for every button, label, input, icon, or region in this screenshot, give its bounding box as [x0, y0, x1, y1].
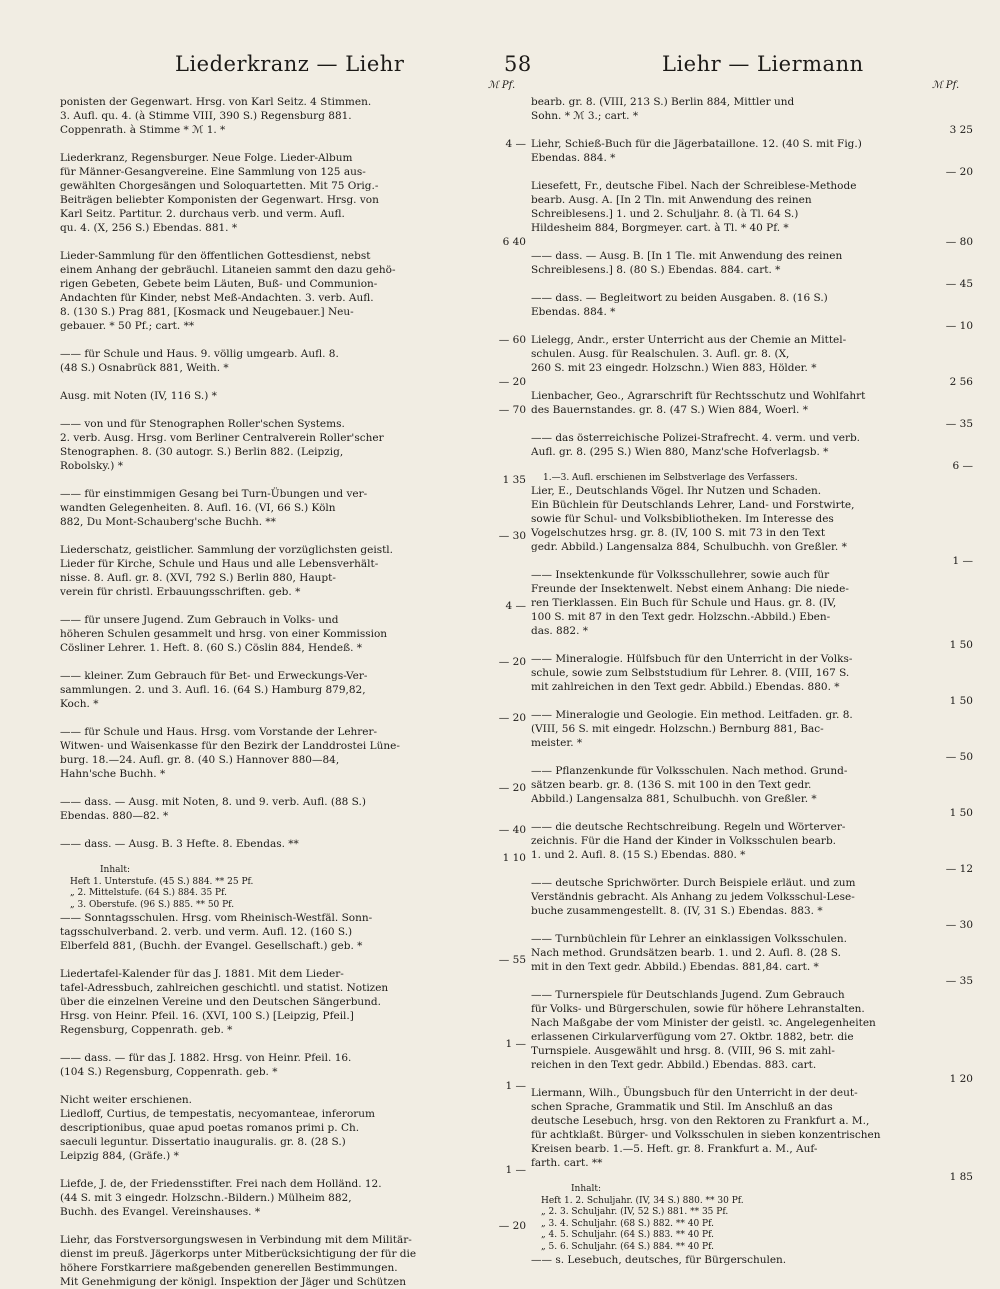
- bibliography-entry: [531, 137, 973, 179]
- entry-line: (44 S. mit 3 eingedr. Holzschn.-Bildern.) Mülheim 882,: [60, 1192, 352, 1204]
- bibliography-entry: [531, 568, 973, 652]
- entry-line: rigen Gebeten, Gebete beim Läuten, Buß- und Communion-: [60, 278, 378, 290]
- page-number: 58: [504, 52, 532, 76]
- contents-row: Heft 1. Unterstufe. (45 S.) 884. ** 25 Pf.: [70, 876, 254, 887]
- entry-line: 260 S. mit 23 eingedr. Holzschn.) Wien 883, Hölder. *: [531, 362, 817, 374]
- bibliography-entry: [60, 1051, 526, 1093]
- entry-line: ponisten der Gegenwart. Hrsg. von Karl Seitz. 4 Stimmen.: [60, 96, 372, 108]
- entry-line: Nach Maßgabe der vom Minister der geistl. ꝛc. Angelegenheiten: [531, 1017, 876, 1029]
- entry-price: — 35: [945, 975, 973, 987]
- bibliography-entry: [531, 249, 973, 291]
- entry-line: nisse. 8. Aufl. gr. 8. (XVI, 792 S.) Berlin 880, Haupt-: [60, 572, 336, 584]
- entry-line: (104 S.) Regensburg, Coppenrath. geb. *: [60, 1066, 278, 1078]
- bibliography-entry: [531, 333, 973, 389]
- entry-line: gedr. Abbild.) Langensalza 884, Schulbuchh. von Greßler. *: [531, 541, 847, 553]
- entry-line: Kreisen bearb. 1.—5. Heft. gr. 8. Frankfurt a. M., Auf-: [531, 1143, 818, 1155]
- currency-marker-left: ℳ Pf.: [488, 80, 516, 91]
- entry-line: —— dass. — Ausg. mit Noten, 8. und 9. verb. Aufl. (88 S.): [60, 796, 366, 808]
- entry-price: 1 —: [505, 1038, 526, 1050]
- entry-line: —— für Schule und Haus. 9. völlig umgearb. Aufl. 8.: [60, 348, 339, 360]
- entry-line: Elberfeld 881, (Buchh. der Evangel. Gesellschaft.) geb. *: [60, 940, 363, 952]
- entry-price: — 30: [945, 919, 973, 931]
- entry-line: Ebendas. 884. *: [531, 306, 616, 318]
- entry-line: —— dass. — Ausg. B. [In 1 Tle. mit Anwendung des reinen: [531, 250, 843, 262]
- bibliography-entry: [531, 291, 973, 333]
- entry-line: saeculi leguntur. Dissertatio inauguralis. gr. 8. (28 S.): [60, 1136, 346, 1148]
- entry-price: 1 —: [505, 1164, 526, 1176]
- entry-line: 1.—3. Aufl. erschienen im Selbstverlage des Verfassers.: [543, 473, 798, 483]
- entry-line: —— Turnbüchlein für Lehrer an einklassigen Volksschulen.: [531, 933, 847, 945]
- entry-line: über die einzelnen Vereine und den Deutschen Sängerbund.: [60, 996, 381, 1008]
- entry-line: mit zahlreichen in den Text gedr. Abbild.) Ebendas. 880. *: [531, 681, 840, 693]
- entry-line: —— dass. — Begleitwort zu beiden Ausgaben. 8. (16 S.): [531, 292, 828, 304]
- entry-line: Aufl. gr. 8. (295 S.) Wien 880, Manz'sche Hofverlagsb. *: [531, 446, 829, 458]
- entry-line: Buchh. des Evangel. Vereinshauses. *: [60, 1206, 261, 1218]
- bibliography-entry: [60, 487, 526, 543]
- contents-list: [60, 865, 526, 911]
- contents-row: Heft 1. 2. Schuljahr. (IV, 34 S.) 880. ** 30 Pf.: [541, 1195, 744, 1206]
- entry-line: —— Pflanzenkunde für Volksschulen. Nach method. Grund-: [531, 765, 848, 777]
- bibliography-entry: [60, 151, 526, 249]
- entry-price: — 40: [498, 824, 526, 836]
- entry-line: —— Sonntagsschulen. Hrsg. vom Rheinisch-Westfäl. Sonn-: [60, 912, 373, 924]
- bibliography-entry: [531, 431, 973, 473]
- contents-label: Inhalt:: [100, 865, 131, 875]
- entry-line: sätzen bearb. gr. 8. (136 S. mit 100 in den Text gedr.: [531, 779, 812, 791]
- entry-line: Vogelschutzes hrsg. gr. 8. (IV, 100 S. mit 73 in den Text: [531, 527, 826, 539]
- entry-line: —— für unsere Jugend. Zum Gebrauch in Volks- und: [60, 614, 339, 626]
- entry-price: — 30: [498, 530, 526, 542]
- entry-line: bearb. Ausg. A. [In 2 Tln. mit Anwendung des reinen: [531, 194, 812, 206]
- entry-price: — 20: [498, 712, 526, 724]
- entry-line: des Bauernstandes. gr. 8. (47 S.) Wien 884, Woerl. *: [531, 404, 808, 416]
- bibliography-entry: [60, 417, 526, 487]
- contents-row: „ 3. 4. Schuljahr. (68 S.) 882. ** 40 Pf.: [541, 1218, 714, 1229]
- entry-line: erlassenen Cirkularverfügung vom 27. Oktbr. 1882, betr. die: [531, 1031, 854, 1043]
- entry-line: sowie für Schul- und Volksbibliotheken. Im Interesse des: [531, 513, 834, 525]
- entry-line: höhere Forstkarriere maßgebenden generellen Bestimmungen.: [60, 1262, 398, 1274]
- entry-line: 1. und 2. Aufl. 8. (15 S.) Ebendas. 880. *: [531, 849, 746, 861]
- entry-line: Liesefett, Fr., deutsche Fibel. Nach der Schreiblese-Methode: [531, 180, 857, 192]
- entry-line: Beiträgen beliebter Komponisten der Gegenwart. Hrsg. von: [60, 194, 379, 206]
- bibliography-entry: [60, 725, 526, 795]
- entry-line: Nach method. Grundsätzen bearb. 1. und 2. Aufl. 8. (28 S.: [531, 947, 841, 959]
- entry-line: Nicht weiter erschienen.: [60, 1094, 193, 1106]
- entry-line: Verständnis gebracht. Als Anhang zu jedem Volksschul-Lese-: [531, 891, 855, 903]
- entry-line: farth. cart. **: [531, 1157, 603, 1169]
- entry-line: einem Anhang der gebräuchl. Litaneien sammt den dazu gehö-: [60, 264, 396, 276]
- entry-line: ren Tierklassen. Ein Buch für Schule und Haus. gr. 8. (IV,: [531, 597, 837, 609]
- entry-line: Sohn. * ℳ 3.; cart. *: [531, 110, 639, 122]
- entry-price: — 20: [498, 1220, 526, 1232]
- entry-line: —— für Schule und Haus. Hrsg. vom Vorstande der Lehrer-: [60, 726, 378, 738]
- entry-line: —— für einstimmigen Gesang bei Turn-Übungen und ver-: [60, 488, 368, 500]
- entry-line: 3. Aufl. qu. 4. (à Stimme VIII, 390 S.) Regensburg 881.: [60, 110, 352, 122]
- entry-line: Cösliner Lehrer. 1. Heft. 8. (60 S.) Cöslin 884, Hendeß. *: [60, 642, 363, 654]
- entry-price: — 20: [498, 656, 526, 668]
- entry-price: — 10: [945, 320, 973, 332]
- bibliography-entry: [531, 708, 973, 764]
- entry-line: Liermann, Wilh., Übungsbuch für den Unterricht in der deut-: [531, 1087, 858, 1099]
- bibliography-entry: [531, 389, 973, 431]
- contents-label: Inhalt:: [571, 1184, 602, 1194]
- entry-line: Ausg. mit Noten (IV, 116 S.) *: [60, 390, 217, 402]
- entry-line: Liedloff, Curtius, de tempestatis, necyomanteae, inferorum: [60, 1108, 376, 1120]
- entry-line: Liederschatz, geistlicher. Sammlung der vorzüglichsten geistl.: [60, 544, 394, 556]
- entry-price: 1 50: [949, 639, 973, 651]
- bibliography-entry: [60, 911, 526, 967]
- entry-line: schen Sprache, Grammatik und Stil. Im Anschluß an das: [531, 1101, 833, 1113]
- entry-price: 1 10: [502, 852, 526, 864]
- bibliography-entry: [60, 613, 526, 669]
- bibliography-entry: [531, 876, 973, 932]
- bibliography-entry: [60, 967, 526, 1051]
- entry-line: —— Insektenkunde für Volksschullehrer, sowie auch für: [531, 569, 830, 581]
- entry-line: für Volks- und Bürgerschulen, sowie für höhere Lehranstalten.: [531, 1003, 865, 1015]
- entry-line: Lienbacher, Geo., Agrarschrift für Rechtsschutz und Wohlfahrt: [531, 390, 866, 402]
- entry-price: 4 —: [505, 138, 526, 150]
- entry-line: Andachten für Kinder, nebst Meß-Andachten. 3. verb. Aufl.: [60, 292, 374, 304]
- entry-price: 3 25: [949, 124, 973, 136]
- entry-line: wandten Gelegenheiten. 8. Aufl. 16. (VI, 66 S.) Köln: [60, 502, 336, 514]
- entry-line: bearb. gr. 8. (VIII, 213 S.) Berlin 884, Mittler und: [531, 96, 795, 108]
- entry-line: verein für christl. Erbauungsschriften. geb. *: [60, 586, 301, 598]
- entry-price: — 12: [945, 863, 973, 875]
- bibliography-entry: [60, 347, 526, 389]
- entry-line: buche zusammengestellt. 8. (IV, 31 S.) Ebendas. 883. *: [531, 905, 823, 917]
- entry-line: Hrsg. von Heinr. Pfeil. 16. (XVI, 100 S.) [Leipzig, Pfeil.]: [60, 1010, 354, 1022]
- entry-price: — 55: [498, 954, 526, 966]
- entry-line: 100 S. mit 87 in den Text gedr. Holzschn.-Abbild.) Eben-: [531, 611, 831, 623]
- entry-line: —— von und für Stenographen Roller'schen Systems.: [60, 418, 345, 430]
- contents-list: [531, 1184, 973, 1253]
- entry-line: schule, sowie zum Selbststudium für Lehrer. 8. (VIII, 167 S.: [531, 667, 850, 679]
- entry-line: Turnspiele. Ausgewählt und hrsg. 8. (VIII, 96 S. mit zahl-: [531, 1045, 835, 1057]
- contents-row: „ 3. Oberstufe. (96 S.) 885. ** 50 Pf.: [70, 899, 235, 910]
- entry-price: — 35: [945, 418, 973, 430]
- entry-line: Liedertafel-Kalender für das J. 1881. Mit dem Lieder-: [60, 968, 344, 980]
- bibliography-entry: [531, 95, 973, 137]
- entry-line: Witwen- und Waisenkasse für den Bezirk der Landdrostei Lüne-: [60, 740, 400, 752]
- entry-line: tagsschulverband. 2. verb. und verm. Aufl. 12. (160 S.): [60, 926, 353, 938]
- right-column: [531, 95, 973, 1267]
- entry-line: Karl Seitz. Partitur. 2. durchaus verb. und verm. Aufl.: [60, 208, 345, 220]
- entry-line: Ebendas. 884. *: [531, 152, 616, 164]
- entry-price: 1 35: [502, 474, 526, 486]
- cross-reference: —— s. Lesebuch, deutsches, für Bürgerschulen.: [531, 1254, 787, 1266]
- entry-line: deutsche Lesebuch, hrsg. von den Rektoren zu Frankfurt a. M.,: [531, 1115, 870, 1127]
- entry-line: Abbild.) Langensalza 881, Schulbuchh. von Greßler. *: [531, 793, 817, 805]
- entry-line: Regensburg, Coppenrath. geb. *: [60, 1024, 233, 1036]
- entry-price: 1 85: [949, 1171, 973, 1183]
- bibliography-entry: [531, 473, 973, 484]
- currency-marker-right: ℳ Pf.: [932, 80, 960, 91]
- entry-line: dienst im preuß. Jägerkorps unter Mitberücksichtigung der für die: [60, 1248, 417, 1260]
- entry-line: das. 882. *: [531, 625, 589, 637]
- bibliography-entry: [60, 1233, 526, 1289]
- entry-line: schulen. Ausg. für Realschulen. 3. Aufl. gr. 8. (X,: [531, 348, 790, 360]
- entry-line: für achtklaßt. Bürger- und Volksschulen in sieben konzentrischen: [531, 1129, 881, 1141]
- running-head-right: Liehr — Liermann: [662, 52, 864, 76]
- entry-line: Stenographen. 8. (30 autogr. S.) Berlin 882. (Leipzig,: [60, 446, 344, 458]
- bibliography-entry: [60, 1093, 526, 1107]
- entry-line: meister. *: [531, 737, 583, 749]
- entry-line: Liehr, Schieß-Buch für die Jägerbataillone. 12. (40 S. mit Fig.): [531, 138, 862, 150]
- entry-line: —— dass. — Ausg. B. 3 Hefte. 8. Ebendas. **: [60, 838, 299, 850]
- entry-line: (48 S.) Osnabrück 881, Weith. *: [60, 362, 229, 374]
- entry-price: — 50: [945, 751, 973, 763]
- contents-row: „ 2. Mittelstufe. (64 S.) 884. 35 Pf.: [70, 888, 227, 898]
- entry-line: reichen in den Text gedr. Abbild.) Ebendas. 883. cart.: [531, 1059, 817, 1071]
- bibliography-entry: [531, 484, 973, 568]
- entry-line: —— Turnerspiele für Deutschlands Jugend. Zum Gebrauch: [531, 989, 845, 1001]
- entry-line: Schreiblesens.] 8. (80 S.) Ebendas. 884. cart. *: [531, 264, 781, 276]
- entry-price: 1 —: [952, 555, 973, 567]
- entry-line: —— die deutsche Rechtschreibung. Regeln und Wörterver-: [531, 821, 846, 833]
- bibliography-entry: [60, 1177, 526, 1233]
- entry-line: descriptionibus, quae apud poetas romanos primi p. Ch.: [60, 1122, 360, 1134]
- entry-line: Robolsky.) *: [60, 460, 123, 472]
- contents-row: „ 4. 5. Schuljahr. (64 S.) 883. ** 40 Pf.: [541, 1230, 714, 1240]
- entry-line: (VIII, 56 S. mit eingedr. Holzschn.) Bernburg 881, Bac-: [531, 723, 824, 735]
- bibliography-entry: [531, 820, 973, 876]
- entry-line: Leipzig 884, (Gräfe.) *: [60, 1150, 179, 1162]
- entry-line: Ebendas. 880—82. *: [60, 810, 169, 822]
- entry-price: 6 —: [952, 460, 973, 472]
- entry-price: — 45: [945, 278, 973, 290]
- entry-line: tafel-Adressbuch, zahlreichen geschichtl. und statist. Notizen: [60, 982, 389, 994]
- entry-price: — 70: [498, 404, 526, 416]
- entry-line: Hildesheim 884, Borgmeyer. cart. à Tl. * 40 Pf. *: [531, 222, 789, 234]
- entry-line: gebauer. * 50 Pf.; cart. **: [60, 320, 195, 332]
- entry-line: Mit Genehmigung der königl. Inspektion der Jäger und Schützen: [60, 1276, 407, 1288]
- entry-line: 882, Du Mont-Schauberg'sche Buchh. **: [60, 516, 276, 528]
- entry-line: Liederkranz, Regensburger. Neue Folge. Lieder-Album: [60, 152, 353, 164]
- entry-line: Coppenrath. à Stimme * ℳ 1. *: [60, 124, 226, 136]
- entry-line: 2. verb. Ausg. Hrsg. vom Berliner Centralverein Roller'scher: [60, 432, 384, 444]
- entry-line: Lielegg, Andr., erster Unterricht aus der Chemie an Mittel-: [531, 334, 847, 346]
- bibliography-entry: [60, 1107, 526, 1177]
- bibliography-entry: [60, 543, 526, 613]
- entry-line: —— deutsche Sprichwörter. Durch Beispiele erläut. und zum: [531, 877, 856, 889]
- entry-line: höheren Schulen gesammelt und hrsg. von einer Kommission: [60, 628, 388, 640]
- entry-line: Hahn'sche Buchh. *: [60, 768, 166, 780]
- bibliography-entry: [60, 249, 526, 347]
- entry-price: 1 —: [505, 1080, 526, 1092]
- contents-row: „ 5. 6. Schuljahr. (64 S.) 884. ** 40 Pf.: [541, 1241, 714, 1252]
- left-column: [60, 95, 526, 1289]
- bibliography-entry: [531, 764, 973, 820]
- entry-price: 4 —: [505, 600, 526, 612]
- bibliography-entry: [60, 669, 526, 725]
- bibliography-entry: [531, 1086, 973, 1184]
- entry-price: 1 50: [949, 807, 973, 819]
- entry-line: Ein Büchlein für Deutschlands Lehrer, Land- und Forstwirte,: [531, 499, 855, 511]
- bibliography-entry: [60, 95, 526, 151]
- entry-line: burg. 18.—24. Aufl. gr. 8. (40 S.) Hannover 880—84,: [60, 754, 340, 766]
- entry-line: qu. 4. (X, 256 S.) Ebendas. 881. *: [60, 222, 238, 234]
- entry-line: Lier, E., Deutschlands Vögel. Ihr Nutzen und Schaden.: [531, 485, 822, 497]
- running-head-left: Liederkranz — Liehr: [175, 52, 405, 76]
- entry-price: 2 56: [949, 376, 973, 388]
- entry-line: Lieder-Sammlung für den öffentlichen Gottesdienst, nebst: [60, 250, 371, 262]
- entry-price: 1 50: [949, 695, 973, 707]
- entry-price: — 80: [945, 236, 973, 248]
- entry-line: sammlungen. 2. und 3. Aufl. 16. (64 S.) Hamburg 879,82,: [60, 684, 366, 696]
- entry-line: 8. (130 S.) Prag 881, [Kosmack und Neugebauer.] Neu-: [60, 306, 354, 318]
- entry-price: — 20: [945, 166, 973, 178]
- entry-line: —— kleiner. Zum Gebrauch für Bet- und Erweckungs-Ver-: [60, 670, 368, 682]
- entry-line: —— dass. — für das J. 1882. Hrsg. von Heinr. Pfeil. 16.: [60, 1052, 352, 1064]
- entry-line: zeichnis. Für die Hand der Kinder in Volksschulen bearb.: [531, 835, 837, 847]
- entry-line: —— Mineralogie. Hülfsbuch für den Unterricht in der Volks-: [531, 653, 853, 665]
- bibliography-entry: [531, 179, 973, 249]
- bibliography-entry: [60, 837, 526, 865]
- entry-line: Freunde der Insektenwelt. Nebst einem Anhang: Die niede-: [531, 583, 849, 595]
- entry-line: Schreiblesens.] 1. und 2. Schuljahr. 8. (à Tl. 64 S.): [531, 208, 799, 220]
- bibliography-entry: [531, 652, 973, 708]
- entry-line: gewählten Chorgesängen und Soloquartetten. Mit 75 Orig.-: [60, 180, 379, 192]
- entry-line: Koch. *: [60, 698, 99, 710]
- entry-line: Liehr, das Forstversorgungswesen in Verbindung mit dem Militär-: [60, 1234, 412, 1246]
- entry-line: für Männer-Gesangvereine. Eine Sammlung von 125 aus-: [60, 166, 366, 178]
- entry-line: —— Mineralogie und Geologie. Ein method. Leitfaden. gr. 8.: [531, 709, 853, 721]
- entry-price: — 60: [498, 334, 526, 346]
- entry-line: Liefde, J. de, der Friedensstifter. Frei nach dem Holländ. 12.: [60, 1178, 382, 1190]
- entry-line: mit in den Text gedr. Abbild.) Ebendas. 881,84. cart. *: [531, 961, 819, 973]
- bibliography-entry: [60, 389, 526, 417]
- bibliography-entry: [531, 988, 973, 1086]
- contents-row: „ 2. 3. Schuljahr. (IV, 52 S.) 881. ** 35 Pf.: [541, 1207, 729, 1217]
- entry-line: —— das österreichische Polizei-Strafrecht. 4. verm. und verb.: [531, 432, 861, 444]
- entry-price: — 20: [498, 782, 526, 794]
- bibliography-entry: [531, 932, 973, 988]
- entry-price: — 20: [498, 376, 526, 388]
- entry-price: 1 20: [949, 1073, 973, 1085]
- entry-price: 6 40: [502, 236, 526, 248]
- entry-line: Lieder für Kirche, Schule und Haus und alle Lebensverhält-: [60, 558, 379, 570]
- bibliography-entry: [60, 795, 526, 837]
